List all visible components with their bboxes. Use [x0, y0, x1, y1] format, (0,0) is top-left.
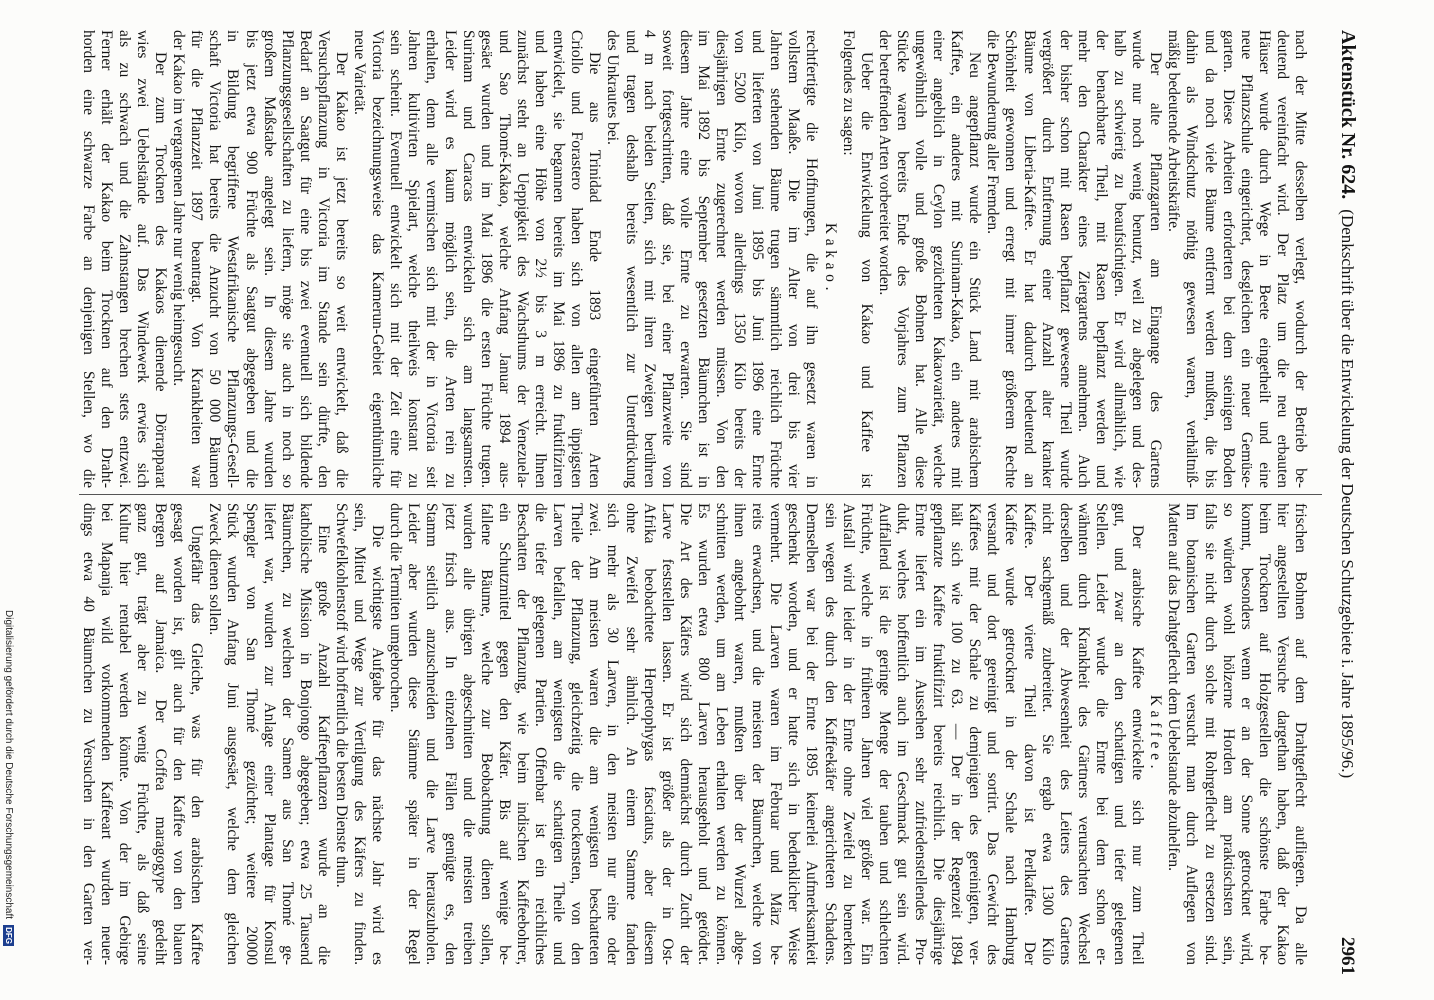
text-line: des Unkrautes bei. [604, 30, 622, 145]
text-line: beim Trocknen auf Holzgestellen die schönste Farbe be- [1255, 503, 1273, 965]
text-line: geschenkt worden, und er hatte sich in bedenklicher Weise [785, 503, 803, 965]
text-line: diesem Jahre eine volle Ernte zu erwarten. Sie sind [676, 30, 694, 488]
paragraph [983, 30, 1164, 488]
text-line: wurden alle übrigen abgeschnitten und die meisten treiben [459, 503, 477, 965]
text-line: Leider aber wurden diese Stämme später in der Regel [405, 503, 423, 965]
text-line: gut, und zwar an den schattigen und tiefer gelegenen [1111, 503, 1129, 965]
text-line: wurde nur noch wenig benutzt, weil zu abgelegen und des- [1129, 30, 1147, 488]
text-line: mäßig bedeutende Arbeitskräfte. [1165, 30, 1183, 232]
text-line: Stellen. Leider wurde die Ernte bei dem schon er- [1092, 503, 1110, 965]
text-line: Ausfall wird leider in der Ernte ohne Zweifel zu bemerken [839, 503, 857, 965]
document-number: Aktenstück Nr. 624. [1337, 30, 1359, 200]
text-line: Die Art des Käfers wird sich demnächst durch Zucht der [676, 503, 694, 965]
text-line: Surinam und Caracas entwickeln sich am langsamsten. [459, 30, 477, 488]
text-line: und tragen deshalb bereits wesentlich zur Unterdrückung [622, 30, 640, 488]
dfg-logo: DFG [4, 927, 13, 944]
text-line: neue Pflanzschule eingerichtet, desgleichen ein neuer Gemüse- [1237, 30, 1255, 488]
column-left [79, 30, 1309, 488]
text-line: garten. Diese Arbeiten erforderten bei dem steinigen Boden [1219, 30, 1237, 488]
text-line: katholische Mission in Bonjongo abgegeben; etwa 25 Tausend [296, 503, 314, 965]
text-line: Stück wurden Anfang Juni ausgesäet, welche dem gleichen [224, 503, 242, 965]
text-line: Jahren stehenden Bäume trugen sämmtlich reichlich Früchte [767, 30, 785, 488]
document-subtitle: (Denkschrift über die Entwickelung der Deutschen Schutzgebiete i. Jahre 1895/96.) [1338, 209, 1357, 779]
text-line: Auffallend ist die geringe Menge der tauben und schlechten [875, 503, 893, 965]
paragraph [1164, 30, 1309, 488]
text-line: Der zum Trocknen des Kakaos dienende Dörrapparat [152, 52, 170, 488]
text-line: Afrika beobachtete Herpetophygas fasciatus, aber diesem [640, 503, 658, 965]
text-line: der benachbarte Theil, mit Rasen bepflanzt werden und [1092, 30, 1110, 488]
text-line: und Sao Thomé-Kakao, welche Anfang Januar 1894 aus- [495, 30, 513, 488]
text-line: vollstem Maaße. Die im Alter von drei bis vier [785, 30, 803, 488]
paragraph [839, 30, 875, 488]
text-line: Stamm seitlich anzuschneiden und die Larve herauszuholen. [423, 503, 441, 965]
text-line: Die wichtigste Aufgabe für das nächste Jahr wird es [369, 525, 387, 965]
text-line: und da noch viele Bäume entfernt werden mußten, die bis [1201, 30, 1219, 488]
text-line: neue Varietät. [351, 30, 369, 115]
text-line: Jahren kultivirten Spielart, welche theilweis konstant zu [405, 30, 423, 488]
text-line: Larve feststellen lassen. Er ist größer als der in Ost- [658, 503, 676, 965]
text-line: vermehrt. Die Larven waren im Februar und März be- [767, 503, 785, 965]
text-line: sich mehr als 30 Larven, in den meisten nur eine oder [604, 503, 622, 965]
text-line: Kultur hier rentabel werden könnte. Von der im Gebirge [115, 503, 133, 965]
text-line: Criollo und Forastero haben sich von allen am üppigsten [568, 30, 586, 488]
text-line: ohne Zweifel sehr ähnlich. An einem Stamme fanden [622, 503, 640, 965]
text-line: sein, Mittel und Wege zur Vertilgung des Käfers zu finden. [351, 503, 369, 965]
paragraph [875, 30, 984, 488]
text-line: sein scheint. Eventuell entwickelt sich mit der Zeit eine für [387, 30, 405, 488]
paragraph [79, 503, 206, 965]
paragraph [332, 503, 386, 965]
text-line: 4 m nach beiden Seiten, sich mit ihren Zweigen berühren [640, 30, 658, 488]
text-line: Versuchspflanzung in Victoria im Stande sein dürfte, den [314, 30, 332, 488]
paragraph [386, 503, 1146, 965]
text-line: Leider wird es kaum möglich sein, die Arten rein zu [441, 30, 459, 488]
text-line: rechtfertigte die Hoffnungen, die auf ihn gesetzt waren in [803, 30, 821, 488]
text-line: Der arabische Kaffee entwickelte sich nur zum Theil [1129, 525, 1147, 965]
text-line: wies zwei Uebelstände auf. Das Windewerk erwies sich [134, 30, 151, 488]
text-line: Früchte, welche in früheren Jahren viel größer war. Ein [857, 503, 875, 965]
paragraph [79, 30, 169, 488]
text-line: für die Pflanzzeit 1897 beantragt. Von Krankheiten war [188, 30, 206, 488]
text-line: ganz gut, trägt aber zu wenig Früchte, als daß seine [134, 503, 151, 965]
text-line: Kaffees mit der Schale zu demjenigen des gereinigten, ver- [966, 503, 984, 965]
text-line: Ernte liefert ein im Aussehen sehr zufriedenstellendes Pro- [912, 503, 930, 965]
text-line: ein Schutzmittel gegen den Käfer. Bis auf wenige be- [495, 503, 513, 965]
text-line: als zu schwach und die Zahnstangen brechen stets entzwei. [115, 30, 133, 488]
text-line: derselben und der Abwesenheit des Leiters des Gartens [1056, 503, 1074, 965]
digitization-notice [2, 610, 15, 946]
text-line: horden eine schwarze Farbe an denjenigen Stellen, wo die [79, 30, 97, 488]
text-line: Es wurden etwa 800 Larven herausgeholt und getödtet. [694, 503, 712, 965]
section-heading: Kaffee. [1147, 694, 1165, 774]
text-line: Beschatten der Pflanzung, wie beim indischen Kaffeebohrer, [513, 503, 531, 965]
text-line: Kaffee, ein anderes mit Surinam-Kakao, ein anderes mit [948, 30, 966, 488]
text-line: jetzt frisch aus. In einzelnen Fällen genügte es, den [441, 503, 459, 965]
text-line: Larven befallen, am wenigsten die schattigen Theile und [550, 503, 568, 965]
paragraph [169, 30, 350, 488]
text-line: Bäume von Liberia-Kaffee. Er hat dadurch bedeutend an [1020, 30, 1038, 488]
page-number: 2961 [1337, 937, 1358, 975]
page-header [1335, 30, 1359, 975]
text-line: versandt und dort gereinigt und sortirt. Das Gewicht des [984, 503, 1002, 965]
text-line: die Bewunderung aller Fremden. [984, 30, 1002, 235]
text-line: zwei. Am meisten waren die am wenigsten beschatteten [586, 503, 604, 965]
text-line: Ungefähr das Gleiche, was für den arabischen Kaffee [188, 525, 206, 965]
text-line: im Mai 1892 bis September gesetzten Bäumchen ist in [694, 30, 712, 488]
text-line: nach der Mitte desselben verlegt, wodurch der Betrieb be- [1292, 30, 1309, 488]
text-line: reits erwachsen, und die meisten der Bäumchen, welche von [749, 503, 767, 965]
text-line: Schönheit gewonnen und erregt mit immer größerem Rechte [1002, 30, 1020, 488]
text-line: gesäet wurden und im Mai 1896 die ersten Früchte trugen. [477, 30, 495, 488]
text-line: Der alte Pflanzgarten am Eingange des Gartens [1147, 52, 1165, 488]
text-line: soweit fortgeschritten, daß sie, bei einer Pflanzweite von [658, 30, 676, 488]
text-line: kommt, besonders wenn er an der Sonne getrocknet wird, [1237, 503, 1255, 965]
text-line: dukt, welches hoffentlich auch im Geschmack gut sein wird. [893, 503, 911, 965]
text-line: fallene Bäume, welche zur Beobachtung dienen sollen, [477, 503, 495, 965]
text-line: Victoria bezeichnungsweise das Kamerun-Gebiet eigenthümliche [369, 30, 387, 488]
text-line: hält sich wie 100 zu 63. — Der in der Regenzeit 1894 [948, 503, 966, 965]
text-line: Zweck dienen sollen. [206, 503, 224, 636]
text-line: der betreffenden Arten vorbereitet worden. [875, 30, 893, 296]
text-line: von 5200 Kilo, wovon allerdings 1350 Kilo bereits der [731, 30, 749, 488]
text-line: der bisher schon mit Rasen bepflanzt gewesene Theil wurde [1056, 30, 1074, 488]
text-line: Theile der Pflanzung, gleichzeitig die trockensten, von den [568, 503, 586, 965]
text-line: vergrößert durch Entfernung einer Anzahl alter kranker [1038, 30, 1056, 488]
text-line: sein wegen des durch den Kaffeekäfer angerichteten Schadens. [821, 503, 839, 965]
paragraph [603, 30, 820, 488]
text-line: Kaffee. Der vierte Theil davon ist Perlkaffee. Der [1020, 503, 1038, 965]
text-line: Demselben war bei der Ernte 1895 keinerlei Aufmerksamkeit [803, 503, 821, 965]
text-line: Ferner erhält der Kakao beim Trocknen auf den Draht- [97, 30, 115, 488]
text-line: entwickelt, sie begannen bereits im Mai 1896 zu fruktifiziren [550, 30, 568, 488]
text-line: Pflanzungsgesellschaften zu liefern, möge sie auch in noch so [278, 30, 296, 488]
text-line: schnitten werden, um am Leben erhalten werden zu können. [713, 503, 730, 965]
text-line: nicht sachgemäß zubereitet. Sie ergab etwa 1300 Kilo [1038, 503, 1056, 965]
text-line: zunächst steht an Ueppigkeit des Wachsthums der Venezuela- [513, 30, 531, 488]
text-line: einer angeblich in Ceylon gezüchteten Kakaovarietät, welche [930, 30, 948, 488]
paragraph [205, 503, 332, 965]
text-line: Stücke waren bereits Ende des Vorjahres zum Pflanzen [893, 30, 911, 488]
text-line: Die aus Trinidad Ende 1893 eingeführten Arten [586, 52, 604, 488]
text-line: Bäumchen, zu welchen der Samen aus San Thomé ge- [278, 503, 296, 965]
text-line: durch die Termiten umgebrochen. [387, 503, 405, 713]
text-line: Folgendes zu sagen: [839, 30, 857, 156]
text-line: gesagt worden ist, gilt auch für den Kaffee von den blauen [170, 503, 188, 965]
digitization-notice-text: Digitalisierung gefördert durch die Deutsche Forschungsgemeinschaft [3, 610, 14, 920]
text-line: so würden wohl hölzerne Horden am praktischsten sein, [1219, 503, 1237, 965]
text-line: die tiefer gelegenen Partien. Offenbar ist ein reichliches [532, 503, 550, 965]
text-line: deutend vereinfacht wird. Der Platz um die neu erbauten [1273, 30, 1291, 488]
text-line: und haben eine Höhe von 2½ bis 3 m erreicht. Ihnen [532, 30, 550, 488]
text-line: hier angestellten Versuche dargethan haben, daß der Kakao [1273, 503, 1291, 965]
column-right [79, 503, 1309, 965]
text-line: Häuser wurde durch Wege in Beete eingetheilt und eine [1255, 30, 1273, 488]
text-line: ungewöhnlich volle und große Bohnen hat. Alle diese [912, 30, 930, 488]
text-line: schaft Victoria hat bereits die Anzucht von 50 000 Bäumen [206, 30, 224, 488]
text-line: erhalten, denn alle vermischen sich mit der in Victoria seit [423, 30, 441, 488]
text-line: der Kakao im vergangenen Jahre nur wenig heimgesucht. [170, 30, 188, 387]
text-line: frischen Bohnen auf dem Drahtgeflecht aufliegen. Da alle [1292, 503, 1309, 965]
text-line: liefert war, wurden zur Anlage einer Plantage für Konsul [260, 503, 278, 965]
text-line: dahin als Windschutz nöthig gewesen waren, verhältniß- [1183, 30, 1201, 488]
text-line: Spengler von San Thomé gezüchtet; weitere 20000 [242, 503, 260, 965]
text-line: wähnten durch Krankheit des Gärtners verursachten Wechsel [1074, 503, 1092, 965]
text-line: gepflanzte Kaffee fruktifizirt bereits reichlich. Die diesjährige [930, 503, 948, 965]
text-line: Neu angepflanzt wurde ein Stück Land mit arabischem [966, 52, 984, 488]
text-line: in Bildung begriffene Westafrikanische Pflanzungs-Gesell- [224, 30, 242, 488]
text-line: bei Mapanja wild vorkommenden Kaffeeart wurden neuer- [97, 503, 115, 965]
text-line: diesjährigen Ernte zugerechnet werden müssen. Von den [713, 30, 730, 488]
text-line: mehr den Charakter eines Ziergartens annehmen. Auch [1074, 30, 1092, 488]
text-line: großem Maßstabe angelegt sein. In diesem Jahre wurden [260, 30, 278, 488]
text-line: bis jetzt etwa 900 Früchte als Saatgut abgegeben und die [242, 30, 260, 488]
text-line: falls sie nicht durch solche mit Rohrgeflecht zu ersetzen sind. [1201, 503, 1219, 965]
text-line: ihnen angebohrt waren, mußten über der Wurzel abge- [731, 503, 749, 965]
text-line: Schwefelkohlenstoff wird hoffentlich die besten Dienste thun. [333, 503, 351, 888]
text-line: Bergen auf Jamaica. Der Coffea maragogype gedeiht [152, 503, 170, 965]
text-line: Matten auf das Drahtgeflecht dem Uebelstande abzuhelfen. [1165, 503, 1183, 871]
text-line: Ueber die Entwickelung von Kakao und Kaffee ist [857, 52, 875, 488]
paragraph [350, 30, 603, 488]
section-heading: Kakao. [821, 222, 839, 296]
text-line: Bedarf an Saatgut für eine bis zwei eventuell sich bildende [296, 30, 314, 488]
text-line: und lieferten von Juni 1895 bis Juni 1896 eine Ernte [749, 30, 767, 488]
column-divider [79, 494, 1322, 495]
text-line: dings etwa 40 Bäumchen zu Versuchen in den Garten ver- [79, 503, 97, 965]
text-line: Eine große Anzahl Kaffeepflanzen wurde an die [314, 525, 332, 965]
text-line: halb zu schwierig zu beaufsichtigen. Er wird allmählich, wie [1111, 30, 1129, 488]
text-line: Kaffee wurde getrocknet in der Schale nach Hamburg [1002, 503, 1020, 965]
text-line: Im botanischen Garten versucht man durch Auflegen von [1183, 503, 1201, 965]
text-line: Der Kakao ist jetzt bereits so weit entwickelt, daß die [333, 52, 351, 488]
paragraph [1164, 503, 1309, 965]
